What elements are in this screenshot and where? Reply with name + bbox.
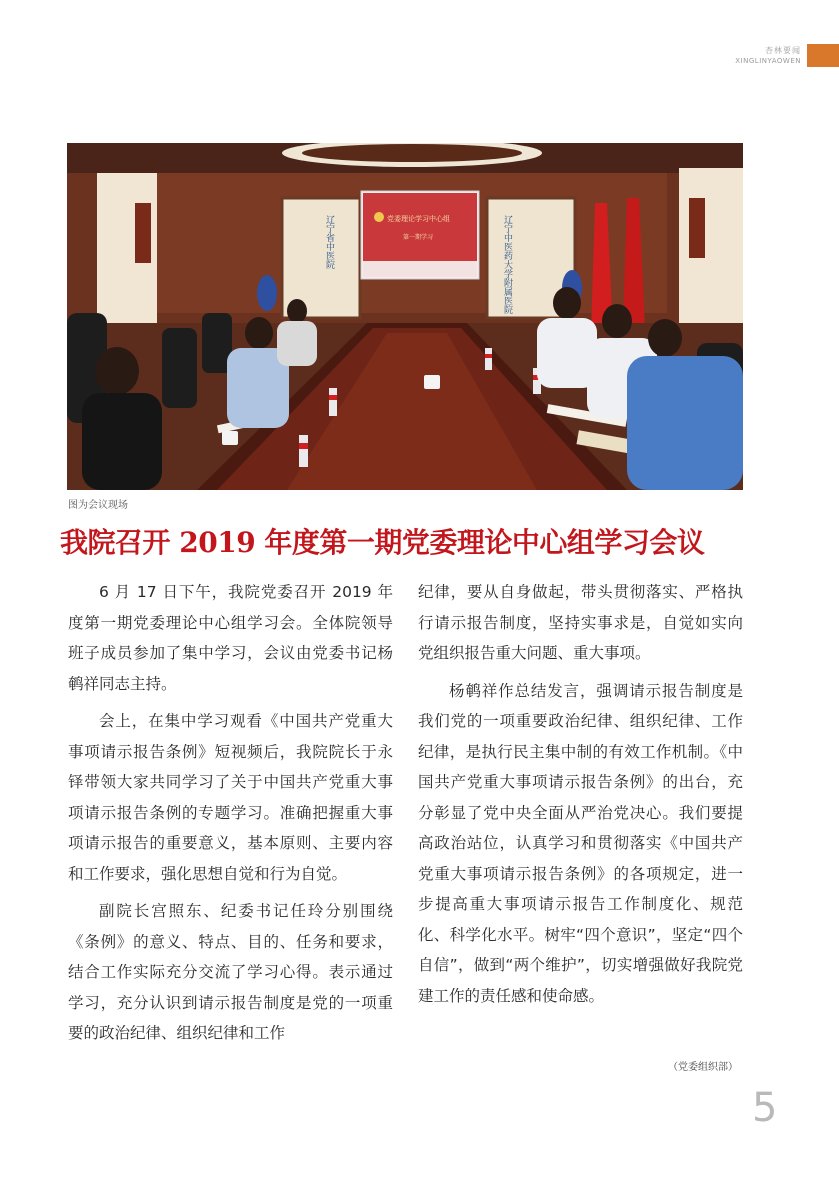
screen-title-text: 党委理论学习中心组 xyxy=(387,215,450,223)
section-tab-marker xyxy=(807,44,839,67)
paragraph: 纪律，要从自身做起，带头贯彻落实、严格执行请示报告制度，坚持实事求是，自觉如实向党组织报告重大问题、重大事项。 xyxy=(418,583,743,662)
sign-left-text: 辽宁省中医院 xyxy=(324,215,334,269)
screen-subtitle-text: 第一期学习 xyxy=(403,234,434,241)
article-signature: （党委组织部） xyxy=(668,1062,738,1073)
paragraph: 副院长宫照东、纪委书记任玲分别围绕《条例》的意义、特点、目的、任务和要求，结合工作实际充分交流了学习心得。表示通过学习，充分认识到请示报告制度是党的一项重要的政治纪律、组织纪律和工作 xyxy=(68,902,393,1042)
paragraph: 会上，在集中学习观看《中国共产党重大事项请示报告条例》短视频后，我院院长于永铎带领大家共同学习了关于中国共产党重大事项请示报告条例的专题学习。准确把握重大事项请示报告的重要意义，基本原则、主要内容和工作要求，强化思想自觉和行为自觉。 xyxy=(68,712,393,883)
paragraph: 杨鹌祥作总结发言，强调请示报告制度是我们党的一项重要政治纪律、组织纪律、工作纪律，是执行民主集中制的有效工作机制。《中国共产党重大事项请示报告条例》的出台，充分彰显了党中央全面从严治党决心。我们要提高政治站位，认真学习和贯彻落实《中国共产党重大事项请示报告条例》的各项规定，进一步提高重大事项请示报告工作制度化、规范化、科学化水平。树牢“四个意识”，坚定“四个自信”，做到“两个维护”，切实增强做好我院党建工作的责任感和使命感。 xyxy=(418,681,743,1005)
section-name: 杏林要闻 xyxy=(765,46,801,55)
article-column-right xyxy=(418,577,743,1018)
meeting-photo xyxy=(67,143,743,490)
article-title: 我院召开 2019 年度第一期党委理论中心组学习会议 xyxy=(60,526,705,559)
sign-right-text: 辽宁中医药大学附属医院 xyxy=(502,215,512,314)
section-name-pinyin: XINGLINYAOWEN xyxy=(735,57,801,65)
paragraph: 6 月 17 日下午，我院党委召开 2019 年度第一期党委理论中心组学习会。全体院领导班子成员参加了集中学习，会议由党委书记杨鹌祥同志主持。 xyxy=(68,583,393,693)
page-number: 5 xyxy=(752,1085,778,1131)
photo-caption: 图为会议现场 xyxy=(68,500,128,511)
article-column-left xyxy=(68,577,393,1056)
